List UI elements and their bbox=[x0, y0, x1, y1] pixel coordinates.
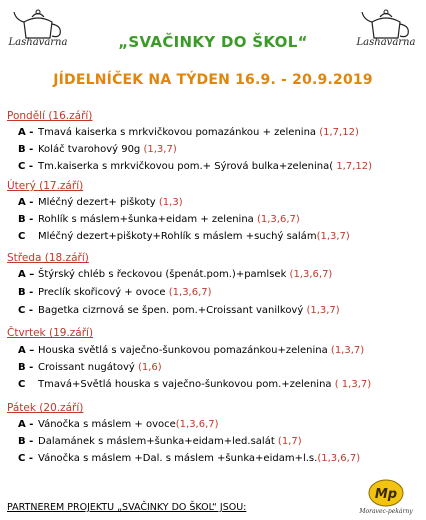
menu-item bbox=[18, 287, 422, 298]
mp-logo-subtitle: Moravec-pekárny bbox=[359, 508, 413, 515]
menu-item-text: Mléčný dezert+piškoty+Rohlík s máslem +suchý salám bbox=[38, 231, 317, 242]
menu-item-letter: B - bbox=[18, 214, 34, 225]
menu-item bbox=[18, 362, 422, 373]
allergen-codes: ( 1,3,7) bbox=[334, 379, 372, 390]
logo-script-left: Lashavarna bbox=[8, 37, 68, 48]
partner-footer: PARTNEREM PROJEKTU „SVAČINKY DO ŠKOL“ JSOU: bbox=[7, 502, 247, 513]
allergen-codes: (1,3,6,7) bbox=[168, 287, 212, 298]
week-heading: JÍDELNÍČEK NA TÝDEN 16.9. - 20.9.2019 bbox=[53, 72, 373, 88]
allergen-codes: (1,3,7) bbox=[316, 231, 350, 242]
allergen-codes: (1,3,7) bbox=[330, 345, 365, 356]
allergen-codes: (1,3,7) bbox=[306, 305, 340, 316]
menu-item bbox=[18, 345, 422, 356]
menu-item bbox=[18, 231, 422, 242]
menu-item bbox=[18, 197, 422, 208]
allergen-codes: (1,3,6,7) bbox=[175, 419, 219, 430]
kettle-logo-right bbox=[354, 4, 418, 60]
menu-item-text: Croissant nugátový bbox=[38, 362, 138, 373]
allergen-codes: 1,7,12) bbox=[336, 161, 373, 172]
mp-logo-initials: Mp bbox=[374, 487, 398, 502]
menu-item bbox=[18, 453, 422, 464]
menu-item bbox=[18, 305, 422, 316]
menu-item-text: Tmavá+Světlá houska s vaječno-šunkovou pom.+zelenina bbox=[38, 379, 335, 390]
allergen-codes: (1,6) bbox=[137, 362, 162, 373]
allergen-codes: (1,7,12) bbox=[319, 127, 359, 138]
menu-item-letter: C - bbox=[18, 453, 33, 464]
menu-item-letter: B - bbox=[18, 436, 34, 447]
partner-logo bbox=[355, 478, 417, 516]
menu-item-text: Vánočka s máslem +Dal. s máslem +šunka+eidam+l.s. bbox=[38, 453, 318, 464]
mp-logo-icon bbox=[355, 478, 417, 516]
day-heading-thursday: Čtvrtek (19.září) bbox=[7, 327, 94, 339]
menu-item bbox=[18, 436, 422, 447]
menu-item-letter: A - bbox=[18, 127, 34, 138]
menu-item-letter: B - bbox=[18, 144, 34, 155]
menu-item-text: Štýrský chléb s řeckovou (špenát.pom.)+pamlsek bbox=[38, 269, 290, 280]
menu-item bbox=[18, 379, 422, 390]
menu-item-letter: A - bbox=[18, 197, 34, 208]
menu-item-text: Mléčný dezert+ piškoty bbox=[38, 197, 159, 208]
menu-item-text: Houska světlá s vaječno-šunkovou pomazánkou+zelenina bbox=[38, 345, 331, 356]
menu-item-letter: C - bbox=[18, 161, 33, 172]
menu-item bbox=[18, 144, 422, 155]
menu-item bbox=[18, 269, 422, 280]
allergen-codes: (1,3) bbox=[158, 197, 183, 208]
menu-item bbox=[18, 127, 422, 138]
menu-item-text: Dalamánek s máslem+šunka+eidam+led.salát bbox=[38, 436, 278, 447]
day-heading-wednesday: Středa (18.září) bbox=[7, 252, 89, 264]
menu-item-text: Preclík skořicový + ovoce bbox=[38, 287, 169, 298]
kettle-logo-left bbox=[6, 4, 70, 60]
menu-item-text: Vánočka s máslem + ovoce bbox=[38, 419, 176, 430]
menu-item-text: Rohlík s máslem+šunka+eidam + zelenina bbox=[38, 214, 257, 225]
menu-item-text: Tm.kaiserka s mrkvičkovou pom.+ Sýrová bulka+zelenina( bbox=[38, 161, 337, 172]
allergen-codes: (1,3,6,7) bbox=[317, 453, 361, 464]
menu-item-letter: A – bbox=[18, 345, 35, 356]
allergen-codes: (1,7) bbox=[277, 436, 302, 447]
page-title: „SVAČINKY DO ŠKOL“ bbox=[118, 33, 308, 51]
menu-item-text: Koláč tvarohový 90g bbox=[38, 144, 144, 155]
allergen-codes: (1,3,7) bbox=[143, 144, 177, 155]
logo-script-right: Lashavarna bbox=[356, 37, 416, 48]
day-heading-friday: Pátek (20.září) bbox=[7, 402, 84, 414]
menu-item bbox=[18, 419, 422, 430]
day-heading-tuesday: Úterý (17.září) bbox=[7, 180, 84, 192]
day-heading-monday: Pondělí (16.září) bbox=[7, 110, 93, 122]
allergen-codes: (1,3,6,7) bbox=[256, 214, 300, 225]
menu-item-text: Tmavá kaiserka s mrkvičkovou pomazánkou + zelenina bbox=[38, 127, 320, 138]
menu-item-letter: A – bbox=[18, 269, 35, 280]
menu-item bbox=[18, 161, 422, 172]
menu-item-text: Bagetka cizrnová se špen. pom.+Croissant vanilkový bbox=[38, 305, 307, 316]
menu-item-letter: A - bbox=[18, 419, 34, 430]
menu-item-letter: C - bbox=[18, 305, 33, 316]
allergen-codes: (1,3,6,7) bbox=[289, 269, 333, 280]
menu-item-letter: B - bbox=[18, 287, 34, 298]
menu-item-letter: C bbox=[18, 231, 26, 242]
menu-item bbox=[18, 214, 422, 225]
menu-item-letter: C bbox=[18, 379, 26, 390]
menu-item-letter: B - bbox=[18, 362, 34, 373]
